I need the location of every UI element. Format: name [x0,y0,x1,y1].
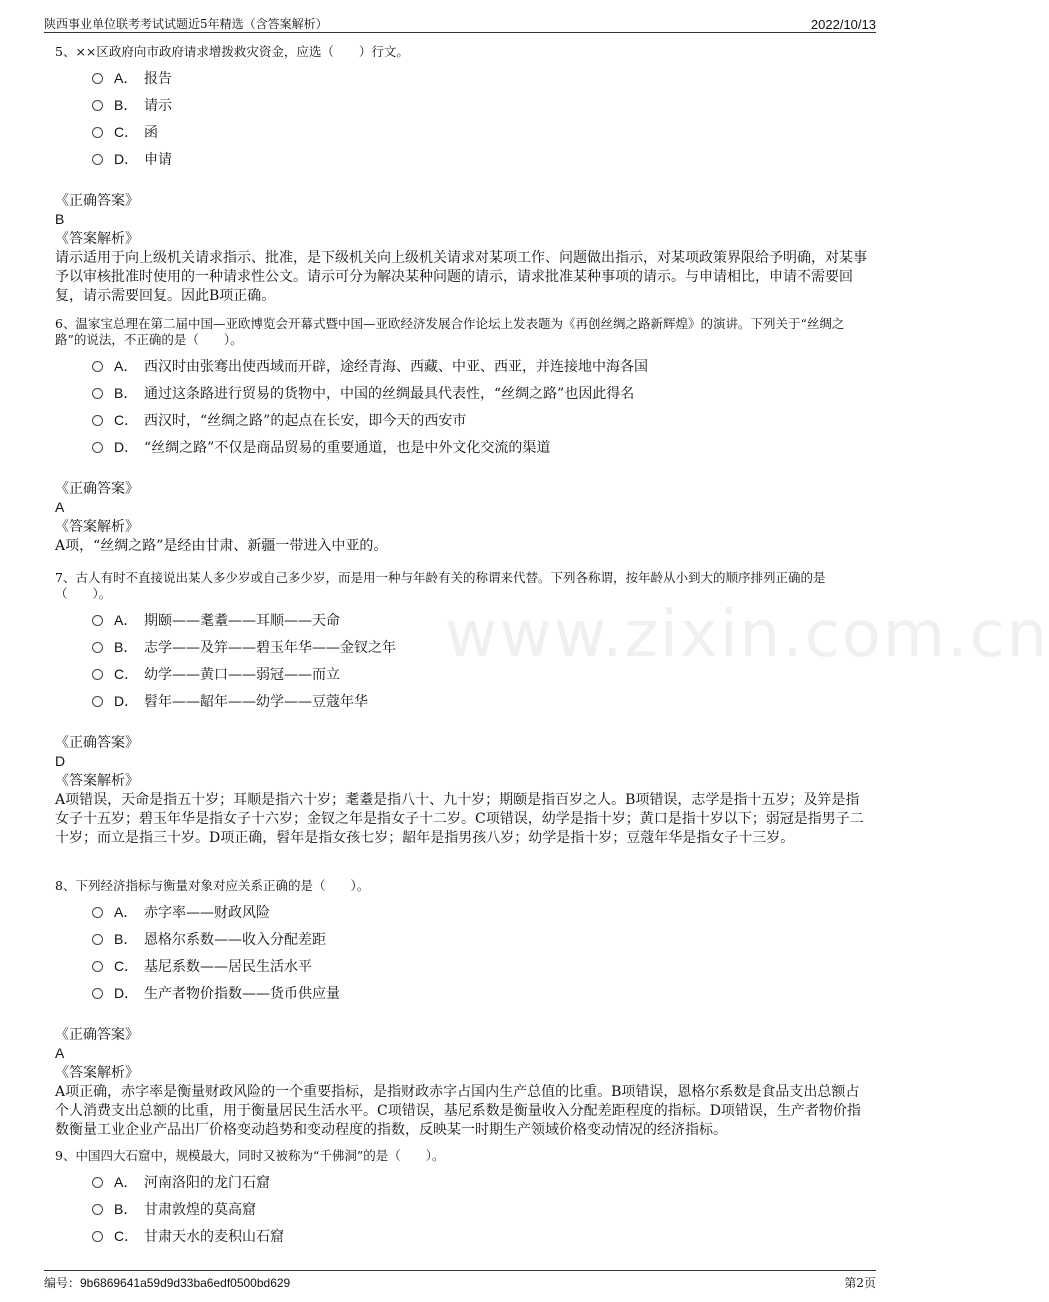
question-text: 7、古人有时不直接说出某人多少岁或自己多少岁，而是用一种与年龄有关的称谓来代替。下列各称谓，按年龄从小到大的顺序排列正确的是（ ）。 [55,570,826,601]
option-a[interactable]: A． 河南洛阳的龙门石窟 [92,1168,870,1195]
page-header [44,10,876,33]
document-title: 陕西事业单位联考考试试题近5年精选（含答案解析） [44,17,328,31]
option-b[interactable]: B． 甘肃敦煌的莫高窟 [92,1195,870,1222]
question-text: 6、温家宝总理在第二届中国—亚欧博览会开幕式暨中国—亚欧经济发展合作论坛上发表题为《再创丝绸之路新辉煌》的演讲。下列关于“丝绸之路”的说法，不正确的是（ ）。 [55,316,845,347]
question-6 [55,316,870,556]
answer-heading: 《正确答案》 [55,735,139,751]
question-5 [55,44,870,306]
answer-heading: 《正确答案》 [55,1027,139,1043]
option-a[interactable]: A． 期颐——耄耋——耳顺——天命 [92,606,870,633]
answer-heading: 《正确答案》 [55,193,139,209]
analysis-text: A项，“丝绸之路”是经由甘肃、新疆一带进入中亚的。 [55,538,388,554]
option-b[interactable]: B． 志学——及笄——碧玉年华——金钗之年 [92,633,870,660]
option-c[interactable]: C． 幼学——黄口——弱冠——而立 [92,660,870,687]
analysis-heading: 《答案解析》 [55,231,139,247]
question-text: 5、××区政府向市政府请求增拨救灾资金，应选（ ）行文。 [55,44,409,59]
answer-value: A [55,1045,65,1061]
radio-icon[interactable] [92,442,103,453]
page-footer [44,1270,876,1291]
option-d[interactable]: D． 申请 [92,145,870,172]
analysis-text: A项错误，天命是指五十岁；耳顺是指六十岁；耄耋是指八十、九十岁；期颐是指百岁之人。B项错误，志学是指十五岁；及笄是指女子十五岁；碧玉年华是指女子十六岁；金钗之年是指女子十二岁。C项错误，幼学是指十岁；黄口是指十岁以下；弱冠是指男子二十岁；而立是指三十岁。D项正确，髫年是指女孩七岁；龆年是指男孩八岁；幼学是指十岁；豆蔻年华是指女子十三岁。 [55,792,864,846]
option-a[interactable]: A． 西汉时由张骞出使西域而开辟，途经青海、西藏、中亚、西亚，并连接地中海各国 [92,352,870,379]
option-b[interactable]: B． 恩格尔系数——收入分配差距 [92,925,870,952]
radio-icon[interactable] [92,1204,103,1215]
radio-icon[interactable] [92,127,103,138]
radio-icon[interactable] [92,615,103,626]
analysis-heading: 《答案解析》 [55,773,139,789]
radio-icon[interactable] [92,388,103,399]
analysis-heading: 《答案解析》 [55,1065,139,1081]
radio-icon[interactable] [92,1231,103,1242]
option-c[interactable]: C． 函 [92,118,870,145]
option-c[interactable]: C． 西汉时，“丝绸之路”的起点在长安，即今天的西安市 [92,406,870,433]
answer-value: D [55,753,66,769]
radio-icon[interactable] [92,642,103,653]
radio-icon[interactable] [92,361,103,372]
radio-icon[interactable] [92,415,103,426]
question-7 [55,570,870,848]
watermark: www.zixin.com.cn [445,598,1049,672]
header-date: 2022/10/13 [810,17,876,32]
radio-icon[interactable] [92,696,103,707]
option-a[interactable]: A． 赤字率——财政风险 [92,898,870,925]
radio-icon[interactable] [92,961,103,972]
option-d[interactable]: D． 髫年——龆年——幼学——豆蔻年华 [92,687,870,714]
option-c[interactable]: C． 甘肃天水的麦积山石窟 [92,1222,870,1249]
option-b[interactable]: B． 请示 [92,91,870,118]
question-text: 9、中国四大石窟中，规模最大，同时又被称为“千佛洞”的是（ ）。 [55,1148,445,1163]
option-a[interactable]: A． 报告 [92,64,870,91]
radio-icon[interactable] [92,1177,103,1188]
question-8 [55,878,870,1140]
option-d[interactable]: D． “丝绸之路”不仅是商品贸易的重要通道，也是中外文化交流的渠道 [92,433,870,460]
radio-icon[interactable] [92,934,103,945]
radio-icon[interactable] [92,907,103,918]
option-c[interactable]: C． 基尼系数——居民生活水平 [92,952,870,979]
radio-icon[interactable] [92,100,103,111]
radio-icon[interactable] [92,154,103,165]
answer-heading: 《正确答案》 [55,481,139,497]
question-9 [55,1148,870,1249]
radio-icon[interactable] [92,669,103,680]
analysis-text: A项正确，赤字率是衡量财政风险的一个重要指标，是指财政赤字占国内生产总值的比重。B项错误，恩格尔系数是食品支出总额占个人消费支出总额的比重，用于衡量居民生活水平。C项错误，基尼系数是衡量收入分配差距程度的指标。D项错误，生产者物价指数衡量工业企业产品出厂价格变动趋势和变动程度的指数，反映某一时期生产领域价格变动情况的经济指标。 [55,1084,861,1138]
option-b[interactable]: B． 通过这条路进行贸易的货物中，中国的丝绸最具代表性，“丝绸之路”也因此得名 [92,379,870,406]
answer-value: A [55,499,65,515]
radio-icon[interactable] [92,73,103,84]
page-number: 第2页 [844,1276,876,1290]
question-text: 8、下列经济指标与衡量对象对应关系正确的是（ ）。 [55,878,370,893]
analysis-text: 请示适用于向上级机关请求指示、批准，是下级机关向上级机关请求对某项工作、问题做出指示，对某项政策界限给予明确，对某事予以审核批准时使用的一种请求性公文。请示可分为解决某种问题的请示，请求批准某种事项的请示。与申请相比，申请不需要回复，请示需要回复。因此B项正确。 [55,250,867,304]
option-d[interactable]: D． 生产者物价指数——货币供应量 [92,979,870,1006]
analysis-heading: 《答案解析》 [55,519,139,535]
document-code: 编号：9b6869641a59d9d33ba6edf0500bd629 [44,1276,291,1290]
answer-value: B [55,211,65,227]
radio-icon[interactable] [92,988,103,999]
